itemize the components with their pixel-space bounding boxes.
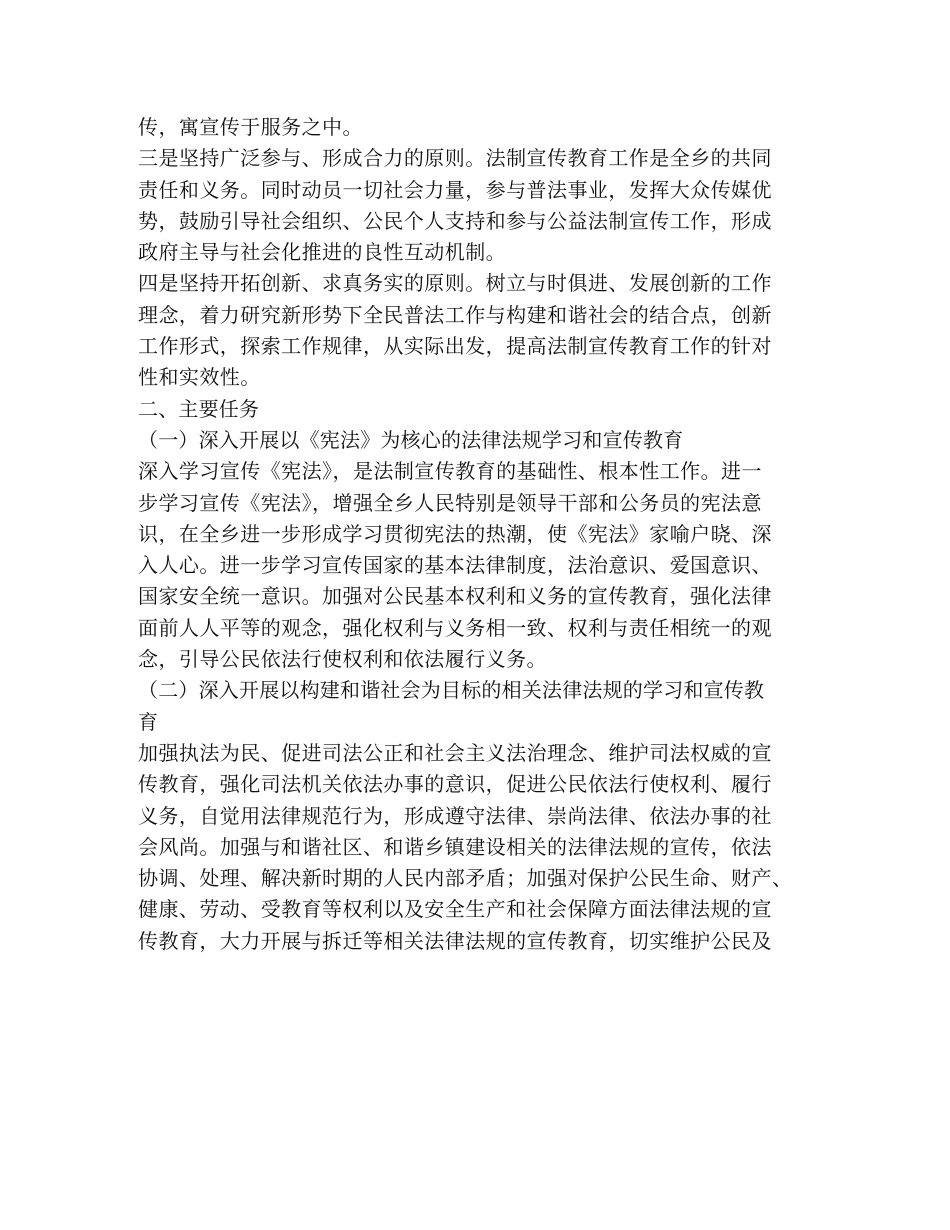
paragraph-line: 协调、处理、解决新时期的人民内部矛盾；加强对保护公民生命、财产、 [138,866,793,891]
paragraph-line: 工作形式，探索工作规律，从实际出发，提高法制宣传教育工作的针对 [138,334,772,359]
paragraph-line: 会风尚。加强与和谐社区、和谐乡镇建设相关的法律法规的宣传，依法 [138,834,772,859]
section-heading: 二、主要任务 [138,396,260,421]
subsection-heading: （一）深入开展以《宪法》为核心的法律法规学习和宣传教育 [138,427,684,452]
paragraph-line: 传，寓宣传于服务之中。 [138,115,363,139]
paragraph-line: 念，引导公民依法行使权利和依法履行义务。 [138,647,547,672]
paragraph-line: 义务，自觉用法律规范行为，形成遵守法律、崇尚法律、依法办事的社 [138,803,772,828]
paragraph-line: 面前人人平等的观念，强化权利与义务相一致、权利与责任相统一的观 [138,615,772,640]
paragraph-line: 传教育，大力开展与拆迁等相关法律法规的宣传教育，切实维护公民及 [138,928,772,953]
paragraph-line: 健康、劳动、受教育等权利以及安全生产和社会保障方面法律法规的宣 [138,897,772,922]
paragraph-line: 国家安全统一意识。加强对公民基本权利和义务的宣传教育，强化法律 [138,584,772,609]
paragraph-line: 理念，着力研究新形势下全民普法工作与构建和谐社会的结合点，创新 [138,302,772,327]
paragraph-line: 政府主导与社会化推进的良性互动机制。 [138,240,507,265]
document-body [138,112,828,957]
paragraph-line: 性和实效性。 [138,365,261,390]
paragraph-line: 四是坚持开拓创新、求真务实的原则。树立与时俱进、发展创新的工作 [138,271,772,296]
paragraph-line: 入人心。进一步学习宣传国家的基本法律制度，法治意识、爱国意识、 [138,553,772,578]
subsection-heading-continued: 育 [138,709,159,734]
paragraph-line: 势，鼓励引导社会组织、公民个人支持和参与公益法制宣传工作，形成 [138,208,772,233]
paragraph-line: 深入学习宣传《宪法》，是法制宣传教育的基础性、根本性工作。进一 [138,459,762,484]
subsection-heading: （二）深入开展以构建和谐社会为目标的相关法律法规的学习和宣传教 [138,678,765,703]
paragraph-line: 识，在全乡进一步形成学习贯彻宪法的热潮，使《宪法》家喻户晓、深 [138,521,772,546]
paragraph-line: 三是坚持广泛参与、形成合力的原则。法制宣传教育工作是全乡的共同 [138,146,772,171]
paragraph-line: 传教育，强化司法机关依法办事的意识，促进公民依法行使权利、履行 [138,772,772,797]
paragraph-line: 步学习宣传《宪法》，增强全乡人民特别是领导干部和公务员的宪法意 [138,490,762,515]
paragraph-line: 加强执法为民、促进司法公正和社会主义法治理念、维护司法权威的宣 [138,740,772,765]
paragraph-line: 责任和义务。同时动员一切社会力量，参与普法事业，发挥大众传媒优 [138,177,772,202]
